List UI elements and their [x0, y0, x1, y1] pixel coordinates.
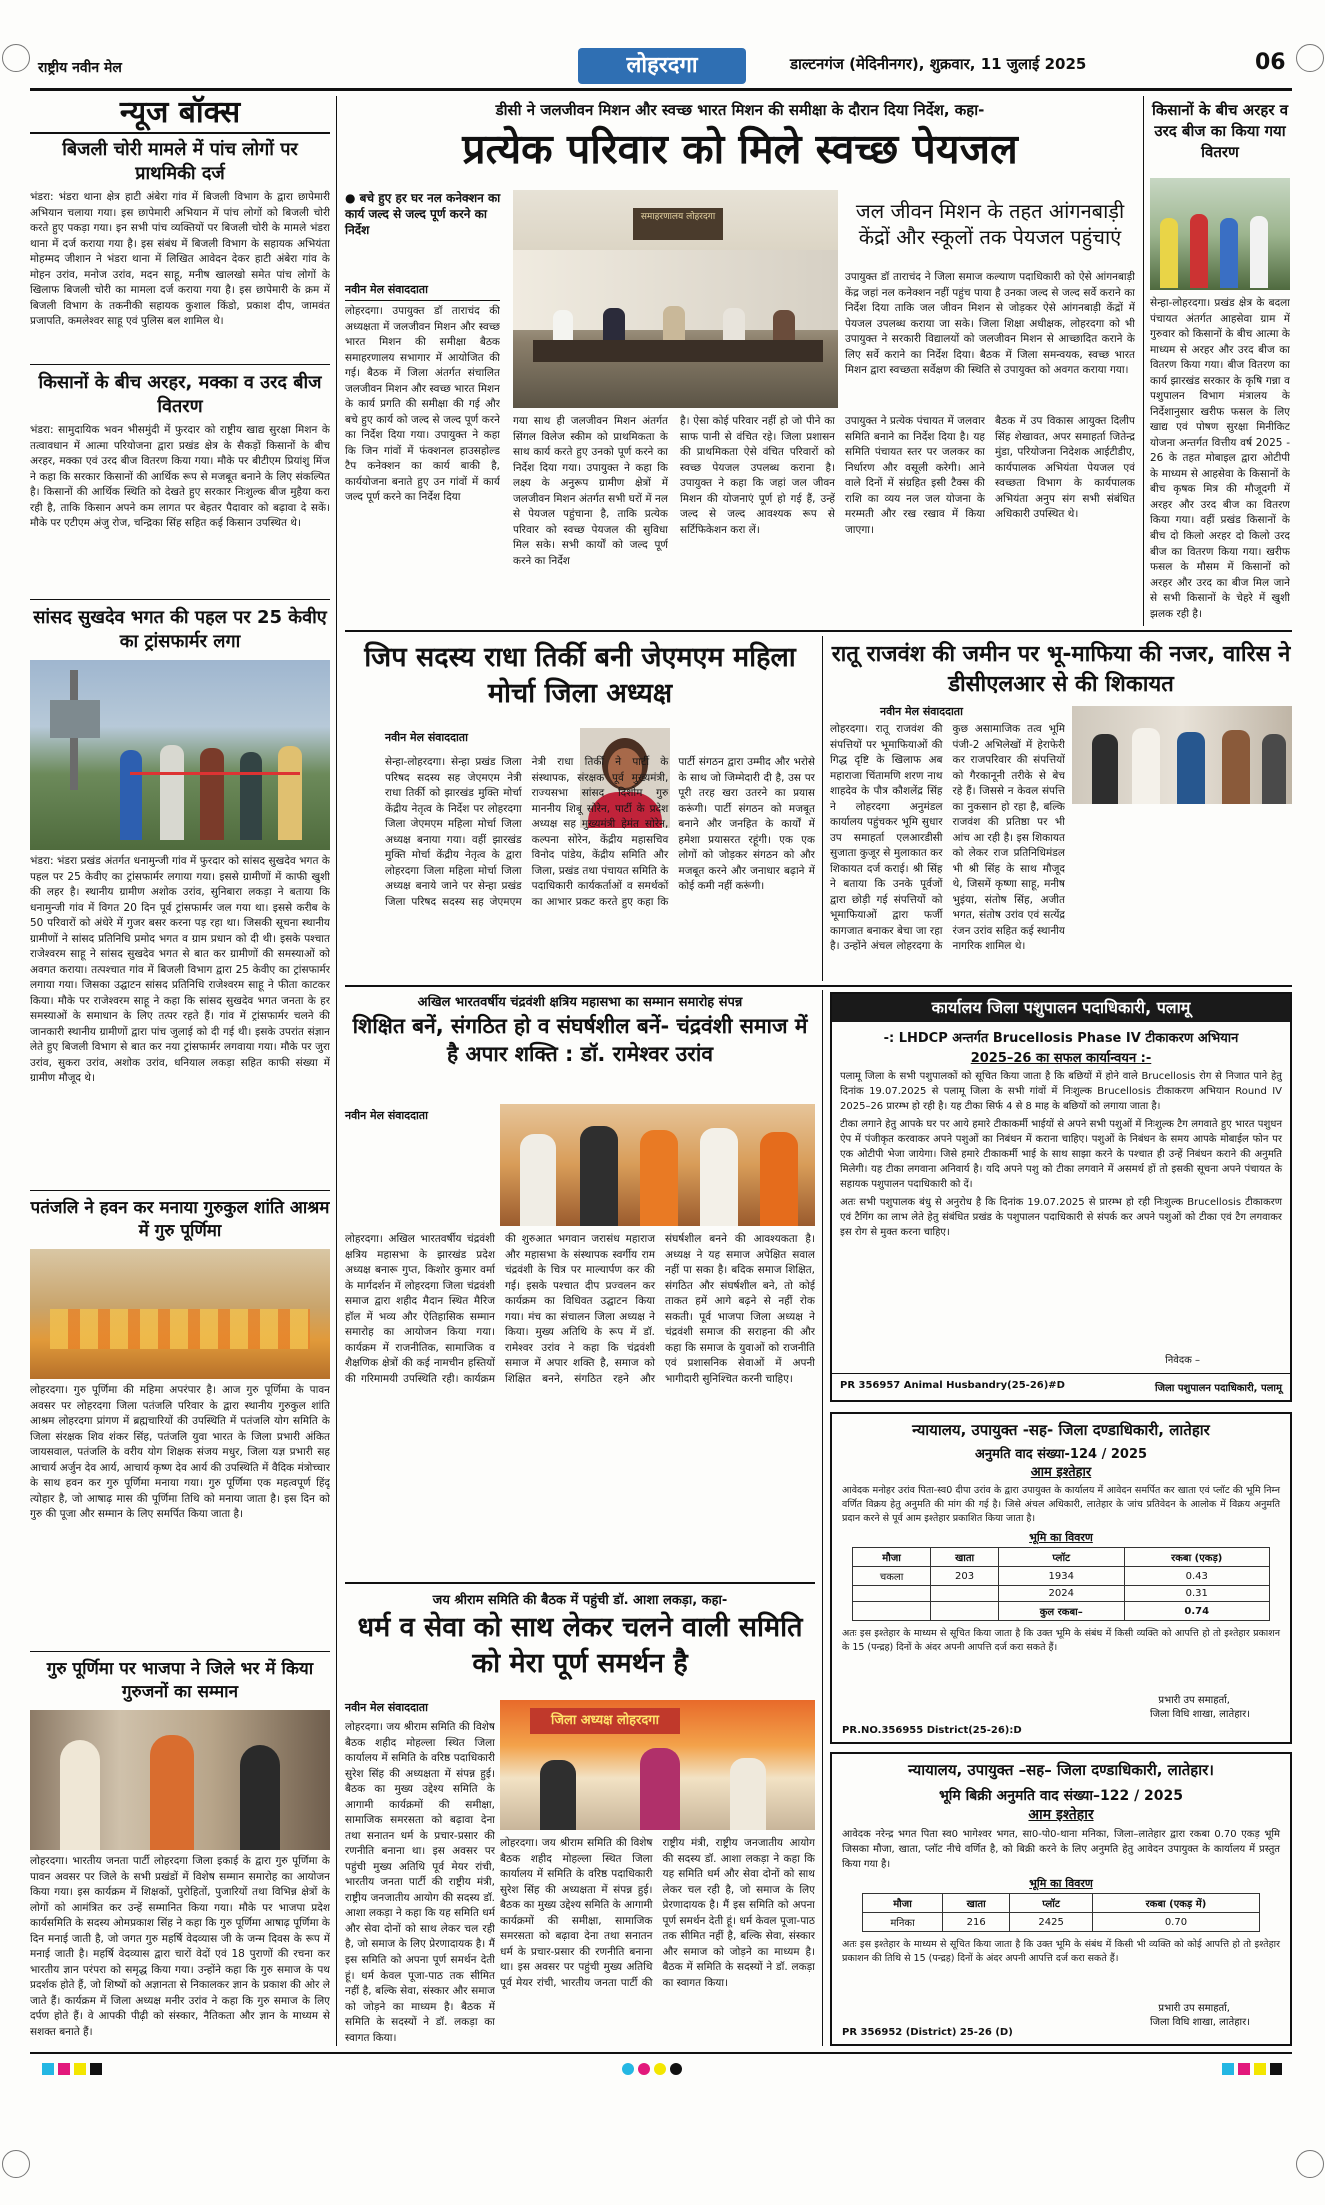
animal-dept-title: कार्यालय जिला पशुपालन पदाधिकारी, पलामू: [832, 994, 1290, 1022]
notice1-pr: PR.NO.356955 District(25-26):D: [842, 1725, 1022, 1736]
animal-subtitle: 2025–26 का सफल कार्यान्वयन :-: [970, 1051, 1152, 1066]
paper-name: राष्ट्रीय नवीन मेल: [38, 60, 122, 76]
headline-farmers-right: किसानों के बीच अरहर व उरद बीज का किया गया वितरण: [1151, 101, 1289, 161]
notice1-case: अनुमति वाद संख्या-124 / 2025: [974, 1447, 1148, 1462]
news-box: [30, 96, 330, 2046]
dateline: डाल्टनगंज (मेदिनीनगर), शुक्रवार, 11 जुलाई 2025: [790, 55, 1087, 73]
kshatriya-byline: नवीन मेल संवाददाता: [345, 1109, 428, 1122]
headline-kshatriya: शिक्षित बनें, संगठित हो व संघर्षशील बनें- चंद्रवंशी समाज में है अपार शक्ति : डॉ. रामेश्वर उरांव: [352, 1014, 808, 1066]
notice2-title: आम इश्तेहार: [1028, 1807, 1094, 1823]
story-mp: भंडरा: भंडरा प्रखंड अंतर्गत धनामुन्जी गांव में फुरदार को सांसद सुखदेव भगत के पहल पर 25 केवीए का ट्रांसफार्मर लगाया गया। इससे ग्रामीणों में काफी खुशी की लहर है। स्थानीय ग्रामीण अशोक उरांव, सुनिबारा लकड़ा ने बताया कि धनामुन्जी गांव में विगत 20 दिन पूर्व ट्रांसफार्मर जल गया था। इससे करीब के 50 परिवारों को अंधेरे में गुजर बसर करना पड़ रहा था। जिसकी सूचना स्थानीय ग्रामीणों ने सांसद प्रतिनिधि प्रमोद भगत व ग्राम प्रधान को दी थी। इसके पश्चात राजेश्वरम साहू ने सांसद सुखदेव भगत से बात कर ग्रामीणों की समस्याओं को अवगत कराया। तत्पश्चात गांव में बिजली विभाग द्वारा 25 केवीए का ट्रांसफार्मर लगाया गया। जिसका उद्घाटन सांसद प्रतिनिधि राजेश्वरम साहू ने फीता काटकर किया। मौके पर राजेश्वरम साहू ने कहा कि सांसद सुखदेव भगत जनता के हर समस्याओं के समाधान के लिए तत्पर रहते हैं। गांव में ट्रांसफार्मर चलने की जानकारी स्थानीय ग्रामीणों द्वारा पांच जुलाई को दी गई थी। इसके उपरांत संज्ञान लेते हुए बिजली विभाग से बात कर नया ट्रांसफार्मर लगवाया गया। मौके पर जुरा उरांव, सुकरा उरांव, अशोक उरांव, धनियाल लकड़ा सहित काफी संख्या में ग्रामीण मौजूद थे।: [30, 855, 330, 1085]
headline-radha: जिप सदस्य राधा तिर्की बनी जेएमएम महिला मोर्चा जिला अध्यक्ष: [364, 642, 796, 709]
animal-p1: पलामू जिला के सभी पशुपालकों को सूचित किया जाता है कि बछियों में होने वाले Brucellosis रोग से निजात पाने हेतु दिनांक 19.07.2025 से पलामू जिला के सभी गांवों में निःशुल्क Brucellosis टीकाकरण अभियान Round IV 2025–26 प्रारम्भ हो रही है। यह टीका सिर्फ 4 से 8 माह के बछियों को लगाया जाता है।: [840, 1071, 1282, 1112]
headline-kisan-left: किसानों के बीच अरहर, मक्का व उरद बीज वितरण: [38, 372, 322, 417]
photo-meeting: [513, 190, 838, 408]
notice-122: [830, 1752, 1292, 2046]
headline-bjp: गुरु पूर्णिमा पर भाजपा ने जिले भर में किया गुरुजनों का सम्मान: [46, 1659, 314, 1702]
radha-byline: नवीन मेल संवाददाता: [385, 731, 468, 744]
animal-p3: अतः सभी पशुपालक बंधु से अनुरोध है कि दिनांक 19.07.2025 से प्रारम्भ हो रही निःशुल्क Brucellosis टीकाकरण एवं टैगिंग का लाभ लेते हेतु संबंधित प्रखंड के पशुपालन पदाधिकारी से संपर्क कर अपने पशुओं को टीका एवं टैग लगवाकर इस रोग से मुक्त करना चाहिए।: [840, 1197, 1282, 1238]
story-dharm: लोहरदगा। जय श्रीराम समिति की विशेष बैठक शहीद मोहल्ला स्थित जिला कार्यालय में समिति के वरिष्ठ पदाधिकारी सुरेश सिंह की अध्यक्षता में संपन्न हुई। बैठक का मुख्य उद्देश्य समिति के आगामी कार्यक्रमों की समीक्षा, सामाजिक समरसता को बढ़ावा देना तथा सनातन धर्म के प्रचार-प्रसार की रणनीति बनाना था। इस अवसर पर पहुंची मुख्य अतिथि पूर्व मेयर रांची, भारतीय जनता पार्टी की राष्ट्रीय मंत्री, राष्ट्रीय जनजातीय आयोग की सदस्य डॉ. आशा लकड़ा ने कहा कि यह समिति धर्म और सेवा दोनों को साथ लेकर चल रही है, जो समाज के लिए प्रेरणादायक है। मैं इस समिति को अपना पूर्ण समर्थन देती हूं। धर्म केवल पूजा-पाठ तक सीमित नहीं है, बल्कि सेवा, संस्कार और समाज को जोड़ने का माध्यम है। बैठक में समिति के सदस्यों ने डॉ. लकड़ा का स्वागत किया।: [345, 1721, 495, 2044]
color-bar-left: [40, 2060, 104, 2079]
photo-kshatriya: [500, 1104, 815, 1226]
dharm-kicker: जय श्रीराम समिति की बैठक में पहुंची डॉ. आशा लकड़ा, कहा-: [432, 1593, 728, 1608]
story-radha: सेन्हा-लोहरदगा। सेन्हा प्रखंड जिला परिषद सदस्य सह जेएमएम नेत्री राधा तिर्की को झारखंड मुक्ति मोर्चा केंद्रीय नेतृत्व के निर्देश पर लोहरदगा जिला जेएमएम महिला मोर्चा जिला अध्यक्ष बनाया गया। वहीं झारखंड मुक्ति मोर्चा केंद्रीय नेतृत्व के द्वारा लोहरदगा जिला महिला मोर्चा जिला अध्यक्ष बनाये जाने पर सेन्हा प्रखंड जिला परिषद सदस्य सह जेएमएम नेत्री राधा तिर्की ने पार्टी के संस्थापक, संरक्षक पूर्व मुख्यमंत्री, राज्यसभा सांसद दिशोम गुरु माननीय शिबू सोरेन, पार्टी के प्रदेश अध्यक्ष सह मुख्यमंत्री हेमंत सोरेन, कल्पना सोरेन, केंद्रीय महासचिव विनोद पांडेय, केंद्रीय समिति और जिला, प्रखंड तथा पंचायत समिति के पदाधिकारी कार्यकर्ताओं व समर्थकों का आभार प्रकट करते हुए कहा कि पार्टी संगठन द्वारा उम्मीद और भरोसे के साथ जो जिम्मेदारी दी है, उस पर पूरी तरह खरा उतरने का प्रयास करूंगी। पार्टी संगठन को मजबूत बनाने और जनहित के कार्यों में हमेशा प्रयासरत रहूंगी। एक एक लोगों को जोड़कर संगठन को और मजबूत करने और जनाधार बढ़ाने में कोई कमी नहीं करूंगी।: [385, 756, 815, 908]
color-bar-right: [1220, 2060, 1284, 2079]
photo-ratu: [1072, 706, 1292, 804]
headline-mp: सांसद सुखदेव भगत की पहल पर 25 केवीए का ट्रांसफार्मर लगा: [33, 607, 327, 652]
dharm-byline: नवीन मेल संवाददाता: [345, 1701, 428, 1714]
kshatriya-kicker: अखिल भारतवर्षीय चंद्रवंशी क्षत्रिय महासभा का सम्मान समारोह संपन्न: [417, 995, 743, 1010]
meeting-sign: समाहरणालय लोहरदगा: [633, 208, 723, 240]
story-bjp: लोहरदगा। भारतीय जनता पार्टी लोहरदगा जिला इकाई के द्वारा गुरु पूर्णिमा के पावन अवसर पर जिले के सभी प्रखंडों में विशेष सम्मान समारोह का आयोजन किया गया। इस कार्यक्रम में शिक्षकों, पुरोहितों, पुजारियों तथा विभिन्न क्षेत्रों के लोगों को आमंत्रित कर उन्हें सम्मानित किया गया। मौके पर भाजपा प्रदेश कार्यसमिति के सदस्य ओमप्रकाश सिंह ने कहा कि गुरु पूर्णिमा आषाढ़ पूर्णिमा के दिन मनाई जाती है, जो जगत गुरु महर्षि वेदव्यास जी के जन्म दिवस के रूप में मनाई जाती है। महर्षि वेदव्यास द्वारा चारों वेदों एवं 18 पुराणों की रचना कर भारतीय ज्ञान परंपरा को समृद्ध किया गया। उन्होंने कहा कि गुरु समाज के पथ प्रदर्शक होते हैं, जो शिष्यों को अज्ञानता से निकालकर ज्ञान के प्रकाश की ओर ले जाते हैं। कार्यक्रम में जिला अध्यक्ष मनीर उरांव ने कहा कि गुरु समाज के लिए दर्पण होते हैं। वे आपकी पीढ़ी को संस्कार, नैतिकता और ज्ञान के माध्यम से सशक्त बनाते हैं।: [30, 1855, 330, 2038]
water-byline: नवीन मेल संवाददाता: [345, 283, 428, 296]
story-dharm-cont: लोहरदगा। जय श्रीराम समिति की विशेष बैठक शहीद मोहल्ला स्थित जिला कार्यालय में समिति के वरिष्ठ पदाधिकारी सुरेश सिंह की अध्यक्षता में संपन्न हुई। बैठक का मुख्य उद्देश्य समिति के आगामी कार्यक्रमों की समीक्षा, सामाजिक समरसता को बढ़ावा देना तथा सनातन धर्म के प्रचार-प्रसार की रणनीति बनाना था। इस अवसर पर पहुंची मुख्य अतिथि पूर्व मेयर रांची, भारतीय जनता पार्टी की राष्ट्रीय मंत्री, राष्ट्रीय जनजातीय आयोग की सदस्य डॉ. आशा लकड़ा ने कहा कि यह समिति धर्म और सेवा दोनों को साथ लेकर चल रही है, जो समाज के लिए प्रेरणादायक है। मैं इस समिति को अपना पूर्ण समर्थन देती हूं। धर्म केवल पूजा-पाठ तक सीमित नहीं है, बल्कि सेवा, संस्कार और समाज को जोड़ने का माध्यम है। बैठक में समिति के सदस्यों ने डॉ. लकड़ा का स्वागत किया।: [500, 1837, 815, 1989]
headline-patanjali: पतंजलि ने हवन कर मनाया गुरुकुल शांति आश्रम में गुरु पूर्णिमा: [30, 1198, 330, 1241]
notice2-signer: प्रभारी उप समाहर्ता,: [1158, 2003, 1230, 2014]
notice2-table-title: भूमि का विवरण: [1029, 1877, 1093, 1891]
notice2-signer2: जिला विधि शाखा, लातेहार।: [1150, 2017, 1250, 2028]
water-bullet: ● बचे हुए हर घर नल कनेक्शन का कार्य जल्द से जल्द पूर्ण करने का निर्देश: [345, 191, 501, 237]
water-col1: लोहरदगा। उपायुक्त डॉ ताराचंद की अध्यक्षता में जलजीवन मिशन और स्वच्छ भारत मिशन की समीक्षा बैठक समाहरणालय सभागार में आयोजित की गई। बैठक में जिला अंतर्गत संचालित जलजीवन मिशन और स्वच्छ भारत मिशन के कार्य प्रगति की समीक्षा की गई और बचे हुए कार्य को जल्द से जल्द पूर्ण करने का निर्देश दिया गया। उपायुक्त ने कहा कि जिन गांवों में फंक्शनल हाउसहोल्ड टैप कनेक्शन का कार्य बाकी है, कार्ययोजना बनाते हुए उन गांवों में कार्य जल्द पूर्ण करने का निर्देश दिया: [345, 305, 500, 504]
animal-pr: PR 356957 Animal Husbandry(25-26)#D: [840, 1380, 1065, 1391]
notice1-office: न्यायालय, उपायुक्त -सह- जिला दण्डाधिकारी, लातेहार: [912, 1421, 1210, 1439]
notice1-signer2: जिला विधि शाखा, लातेहार।: [1150, 1709, 1250, 1720]
page-number: 06: [1255, 50, 1286, 75]
notice2-table: मौजा खाता प्लॉट रकबा (एकड़ में) मनिका 216 2425 0.70: [862, 1893, 1260, 1932]
notice1-footer: अतः इस इश्तेहार के माध्यम से सूचित किया जाता है कि उक्त भूमि के संबंध में किसी व्यक्ति को आपत्ति हो तो इश्तेहार प्रकाशन के 15 (पन्द्रह) दिनों के अंदर अपनी आपत्ति दर्ज करा सकते हैं।: [842, 1628, 1280, 1654]
story-bijli: भंडरा: भंडरा थाना क्षेत्र हाटी अंबेरा गांव में बिजली विभाग के द्वारा छापेमारी अभियान चलाया गया। इस छापेमारी अभियान में पांच लोगों को बिजली चोरी करते हुए पकड़ा गया। इन सभी पांच व्यक्तियों पर बिजली चोरी के मामले भंडरा थाना में दर्ज कराया गया है। इस संबंध में बिजली विभाग के सहायक अभियंता मोहम्मद जीशान ने भंडरा थाना में लिखित आवेदन देकर हाटी अंबेरा गांव के मोहन उरांव, मनोज उरांव, मदन साहू, मनीष खालखो समेत पांच लोगों के खिलाफ बिजली चोरी का मामला दर्ज कराया गया है। इस छापेमारी के क्रम में बिजली विभाग के तकनीकी सहायक कुशाल किंडो, प्रकाश दीप, जामवंत प्रजापति, कमलेश्वर साहू एवं पुलिस बल शामिल थे।: [30, 191, 330, 328]
water-col4: उपायुक्त डॉ ताराचंद ने जिला समाज कल्याण पदाधिकारी को ऐसे आंगनबाड़ी केंद्र जहां नल कनेक्शन नहीं पहुंच पाया है उनका जल्द से जल्द सर्वे कराने का निर्देश दिया ताकि जल जीवन मिशन से जोड़कर ऐसे आंगनबाड़ी केंद्रों में पेयजल उपलब्ध कराया जा सके। जिला शिक्षा अधीक्षक, लोहरदगा को भी उपायुक्त ने सरकारी विद्यालयों को जलजीवन मिशन से आच्छादित कराने के लिए सर्वे कराने का निर्देश दिया। बैठक में जिला समन्वयक, स्वच्छ भारत मिशन द्वारा स्वच्छता सर्वेक्षण की स्थिति से उपायुक्त को अवगत कराया गया।: [845, 271, 1135, 377]
notice2-footer: अतः इस इश्तेहार के माध्यम से सूचित किया जाता है कि उक्त भूमि के संबंध में किसी भी व्यक्ति को कोई आपत्ति हो तो इश्तेहार प्रकाशन की तिथि से 15 (पन्द्रह) दिनों के अंदर अपनी आपत्ति दर्ज करा सकते हैं।: [842, 1939, 1280, 1965]
story-patanjali: लोहरदगा। गुरु पूर्णिमा की महिमा अपरंपार है। आज गुरु पूर्णिमा के पावन अवसर पर लोहरदगा जिला पतंजलि परिवार के द्वारा स्थानीय गुरुकुल शांति आश्रम लोहरदगा प्रांगण में ब्रह्मचारियों की उपस्थिति में पतंजलि योग समिति के जिला संरक्षक शिव शंकर सिंह, पतंजलि युवा भारत के जिला प्रभारी अंकित जायसवाल, पतंजलि के वरीय योग शिक्षक संजय मधुर, जिला यज्ञ प्रभारी सह आचार्य अर्जुन देव आर्य, आचार्य कृष्ण देव आर्य की उपस्थिति में वैदिक मंत्रोच्चार के साथ हवन कर गुरु पूर्णिमा मनाया गया। गुरु पूर्णिमा एक महत्वपूर्ण हिंदू त्योहार है, जो आषाढ़ मास की पूर्णिमा तिथि को मनाया जाता है। इस दिन को गुरु की पूजा और सम्मान के लिए समर्पित किया जाता है।: [30, 1384, 330, 1521]
photo-transformer: [30, 660, 330, 850]
story-farmers-right: सेन्हा-लोहरदगा। प्रखंड क्षेत्र के बदला पंचायत अंतर्गत आहसेवा ग्राम में गुरुवार को किसानों के बीच आत्मा के माध्यम से अरहर और उरद बीज का वितरण किया गया। बीज वितरण का कार्य झारखंड सरकार के कृषि गन्ना व पशुपालन विभाग मंत्रालय के निर्देशानुसार खरीफ फसल के लिए खाद्य एवं पोषण सुरक्षा मिनीकिट योजना अन्तर्गत वित्तीय वर्ष 2025 - 26 के तहत मोबाइल द्वारा ओटीपी के माध्यम से आहसेवा के किसानों के बीच कृषक मित्र की मौजूदगी में अरहर और उरद बीज का वितरण किया गया। वहीं प्रखंड किसानों के बीच दो किलो अरहर दो किलो उरद बीज का वितरण किया गया। खरीफ फसल के मौसम में किसानों को अरहर और उरद का बीज मिल जाने से सभी किसानों के चेहरे में खुशी झलक रही है।: [1150, 297, 1290, 620]
photo-dharm: [500, 1700, 815, 1830]
masthead-rule: [30, 88, 1292, 91]
headline-ratu: रातू राजवंश की जमीन पर भू-माफिया की नजर, वारिस ने डीसीएलआर से की शिकायत: [831, 642, 1291, 697]
story-kshatriya: लोहरदगा। अखिल भारतवर्षीय चंद्रवंशी क्षत्रिय महासभा के झारखंड प्रदेश अध्यक्ष बनारू गुप्त, किशोर कुमार वर्मा के मार्गदर्शन में लोहरदगा जिला चंद्रवंशी समाज द्वारा शहीद मैदान स्थित मैरिज हॉल में भव्य और ऐतिहासिक सम्मान समारोह का आयोजन किया गया। कार्यक्रम में राजनीतिक, सामाजिक व शैक्षणिक क्षेत्रों की कई नामचीन हस्तियों की गरिमामयी उपस्थिति रही। कार्यक्रम की शुरुआत भगवान जरासंध महाराज और महासभा के संस्थापक स्वर्गीय राम चंद्रवंशी के चित्र पर माल्यार्पण कर की गई। इसके पश्चात दीप प्रज्वलन कर कार्यक्रम का विधिवत उद्घाटन किया गया। मंच का संचालन जिला अध्यक्ष ने किया। मुख्य अतिथि के रूप में डॉ. रामेश्वर उरांव ने कहा कि चंद्रवंशी समाज में अपार शक्ति है, समाज को शिक्षित बनने, संगठित रहने और संघर्षशील बनने की आवश्यकता है। अध्यक्ष ने यह समाज अपेक्षित सवाल नहीं पा सका है। बदिक समाज शिक्षित, संगठित और संघर्षशील बने, तो कोई ताकत हमें आगे बढ़ने से नहीं रोक सकती। पूर्व भाजपा जिला अध्यक्ष ने चंद्रवंशी समाज की सराहना की और कहा कि समाज के युवाओं को राजनीति एवं प्रशासनिक सेवाओं में अपनी भागीदारी सुनिश्चित करनी चाहिए।: [345, 1233, 815, 1385]
animal-p2: टीका लगाने हेतु आपके घर पर आये हमारे टीकाकर्मी भाईयों से अपने सभी पशुओं में निःशुल्क टैग लगवाते हुए भारत पशुधन ऐप में पंजीकृत करवाकर अपने पशुओं का निबंधन में कराना चाहिए। पशुओं के निबंधन के समय आपके मोबाईल फोन पर एक ओटीपी भेजा जायेगा। जिसे हमारे टीकाकर्मी भाई के साथ साझा करने के पश्चात ही उन्हें निबंधन कराने की अनुमति मिलेगी। यह टीका लगवाना अनिवार्य है। यदि अपने पशु को टीका लगवाने में असमर्थ हों तो इसकी सूचना अपने पंचायत के सहायक पशुपालन पदाधिकारी को दें।: [840, 1119, 1282, 1190]
notice2-pr: PR 356952 (District) 25-26 (D): [842, 2027, 1013, 2038]
water-col6: बैठक में उप विकास आयुक्त दिलीप सिंह शेखावत, अपर समाहर्ता जितेन्द्र मुंडा, परियोजना निदेशक आईटीडीए, कार्यपालक अभियंता पेयजल एवं स्वच्छता विभाग के कार्यपालक अभियंता अनुप संग सभी संबंधित अधिकारी उपस्थित थे।: [995, 415, 1135, 521]
dharm-banner: जिला अध्यक्ष लोहरदगा: [530, 1708, 680, 1734]
notice1-table-title: भूमि का विवरण: [1029, 1531, 1093, 1545]
section-banner: लोहरदगा: [578, 48, 746, 84]
notice-124: [830, 1412, 1292, 1744]
photo-bjp: [30, 1710, 330, 1850]
notice1-signer: प्रभारी उप समाहर्ता,: [1158, 1695, 1230, 1706]
notice2-body: आवेदक नरेन्द्र भगत पिता स्व0 भागेश्वर भगत, सा0-पो0-थाना मनिका, जिला–लातेहार द्वारा रकबा 0.70 एकड़ भूमि जिसका मौजा, खाता, प्लॉट नीचे वर्णित है, को बिक्री करने के लिए अनुमति हेतु आवेदन उपायुक्त के कार्यालय में प्रस्तुत किया गया है।: [842, 1829, 1280, 1870]
notice1-body: आवेदक मनोहर उरांव पिता-स्व0 दीपा उरांव के द्वारा उपायुक्त के कार्यालय में आवेदन समर्पित कर खाता एवं प्लॉट की भूमि निम्न वर्णित विक्रय हेतु अनुमति की मांग की गई है। जिसे अंचल अधिकारी, लातेहार के जांच प्रतिवेदन के आलोक में विक्रय अनुमति प्रदान करने से पूर्व आम इश्तेहार प्रकाशित किया जाता है।: [842, 1485, 1280, 1525]
water-col5: उपायुक्त ने प्रत्येक पंचायत में जलवार समिति बनाने का निर्देश दिया है। यह समिति पंचायत स्तर पर जलकर का निर्धारण और वसूली करेगी। आने वाले दिनों में संग्रहित इसी टैक्स की राशि का व्यय नल जल योजना के मरम्मती और रख रखाव में किया जाएगा।: [845, 415, 985, 536]
water-col3: है। ऐसा कोई परिवार नहीं हो जो पीने का साफ पानी से वंचित रहे। जिला प्रशासन की प्राथमिकता ऐसे वंचित परिवारों को स्वच्छ पेयजल उपलब्ध कराना है। उपायुक्त ने कहा कि जहां जल जीवन मिशन की योजनाएं पूर्ण हो गई हैं, उन्हें जल्द से जल्द आवश्यक रूप से सर्टिफिकेशन करा लें।: [680, 415, 835, 536]
water-col2: गया साथ ही जलजीवन मिशन अंतर्गत सिंगल विलेज स्कीम को प्राथमिकता के साथ कार्य करते हुए उनको पूर्ण करने का निर्देश दिया गया। उपायुक्त ने कहा कि लक्ष्य के अनुरूप ग्रामीण क्षेत्रों में जलजीवन मिशन अंतर्गत सभी घरों में नल से पेयजल पहुंचाना है, ताकि प्रत्येक परिवार को स्वच्छ पेयजल की सुविधा मिल सके। सभी कार्यों को जल्द पूर्ण करने का निर्देश: [513, 415, 668, 567]
story-kisan-left: भंडरा: सामुदायिक भवन भीसमुंदी में फुरदार को राष्ट्रीय खाद्य सुरक्षा मिशन के तत्वावधान में आत्मा परियोजना द्वारा प्रखंड क्षेत्र के सैकड़ों किसानों के बीच अरहर, मक्का एवं उरद बीज वितरण किया गया। मौके पर बीटीएम प्रियांशु मिंज ने कहा कि सरकार किसानों की आर्थिक रूप से मजबूत बनाने के लिए संकल्पित है। किसानों की आर्थिक स्थिति को देखते हुए सरकार निःशुल्क बीज मुहैया करा रही है, ताकि किसान अपने कम लागत पर बेहतर पैदावार को बढ़ावा दे सकें। मौके पर एटीएम अंजु रोज, चन्द्रिका सिंह सहित कई किसान उपस्थित थे।: [30, 424, 330, 530]
animal-dept-ad: [830, 992, 1292, 1402]
ratu-byline: नवीन मेल संवाददाता: [880, 705, 963, 718]
notice1-table: मौजा खाता प्लॉट रकबा (एकड़) चकला 203 1934 0.43 2024 0.31 कुल रकबा– 0.74: [852, 1547, 1270, 1621]
notice2-office: न्यायालय, उपायुक्त –सह– जिला दण्डाधिकारी, लातेहार।: [908, 1761, 1214, 1779]
photo-havan: [30, 1249, 330, 1379]
animal-signer: निवेदक –: [1165, 1355, 1200, 1366]
story-ratu: लोहरदगा। रातू राजवंश की संपत्तियों पर भूमाफियाओं की गिद्ध दृष्टि के खिलाफ अब महाराजा चिंतामणि शरण नाथ शाहदेव के पौत्र कौशलेंद्र सिंह ने लोहरदगा अनुमंडल कार्यालय पहुंचकर भूमि सुधार उप समाहर्ता एलआरडीसी सुजाता कुजूर से मुलाकात कर शिकायत दर्ज कराई। श्री सिंह ने बताया कि उनके पूर्वजों द्वारा छोड़ी गई संपत्तियों को भूमाफियाओं द्वारा फर्जी कागजात बनाकर बेचा जा रहा है। उन्होंने अंचल लोहरदगा के कुछ असामाजिक तत्व भूमि पंजी-2 अभिलेखों में हेराफेरी कर राजपरिवार की संपत्तियों को गैरकानूनी तरीके से बेच रहे हैं। जिससे न केवल संपत्ति का नुकसान हो रहा है, बल्कि राजवंश की प्रतिष्ठा पर भी आंच आ रही है। इस शिकायत को लेकर राज प्रतिनिधिमंडल भी श्री सिंह के साथ मौजूद थे, जिसमें कृष्णा साहू, मनीष भुइंया, संतोष सिंह, अजीत भगत, संतोष उरांव एवं सत्येंद्र रंजन उरांव सहित कई स्थानीय नागरिक शामिल थे।: [830, 723, 1065, 953]
news-box-title: न्यूज बॉक्स: [119, 95, 241, 130]
water-subhead: जल जीवन मिशन के तहत आंगनबाड़ी केंद्रों और स्कूलों तक पेयजल पहुंचाएं: [855, 199, 1125, 249]
water-kicker: डीसी ने जलजीवन मिशन और स्वच्छ भारत मिशन की समीक्षा के दौरान दिया निर्देश, कहा-: [495, 101, 985, 119]
headline-dharm: धर्म व सेवा को साथ लेकर चलने वाली समिति को मेरा पूर्ण समर्थन है: [357, 1612, 803, 1679]
headline-bijli: बिजली चोरी मामले में पांच लोगों पर प्राथमिकी दर्ज: [62, 139, 298, 184]
animal-programme: -: LHDCP अन्तर्गत Brucellosis Phase IV टीकाकरण अभियान: [883, 1031, 1239, 1046]
photo-seed-distribution: [1150, 178, 1290, 290]
notice2-case: भूमि बिक्री अनुमति वाद संख्या–122 / 2025: [938, 1788, 1184, 1804]
water-headline: प्रत्येक परिवार को मिले स्वच्छ पेयजल: [462, 125, 1018, 173]
notice1-title: आम इश्तेहार: [1030, 1465, 1092, 1480]
color-bar-center: [620, 2060, 684, 2079]
animal-signer-office: जिला पशुपालन पदाधिकारी, पलामू: [1154, 1383, 1282, 1394]
